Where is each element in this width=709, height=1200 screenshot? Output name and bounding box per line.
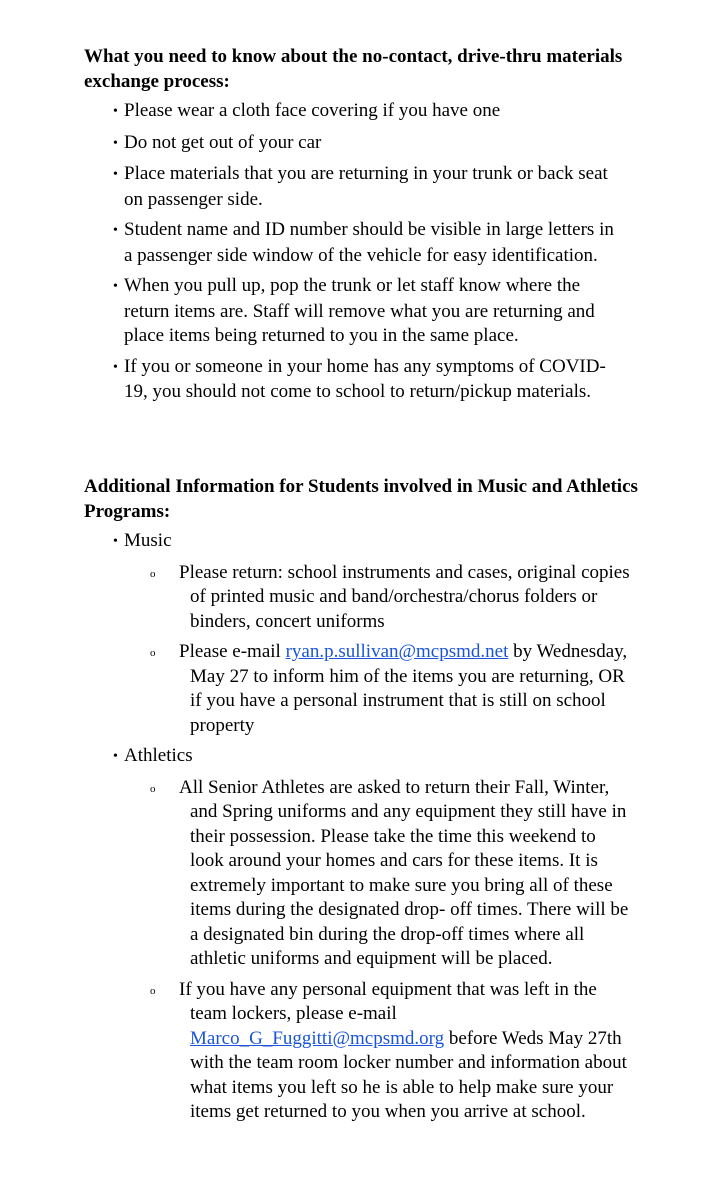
list-item-text: Student name and ID number should be visible in large letters in a passenger side window of the vehicle for easy identification. bbox=[124, 219, 614, 266]
bullet-icon: • bbox=[113, 223, 118, 238]
bullet-icon: • bbox=[113, 167, 118, 182]
exchange-process-heading: What you need to know about the no-contact, drive-thru materials exchange process: bbox=[84, 46, 623, 92]
bullet-icon: • bbox=[113, 104, 118, 119]
programs-list bbox=[0, 529, 709, 1131]
list-item bbox=[150, 640, 630, 738]
athletics-email-text bbox=[170, 978, 630, 1125]
list-item-text: Please wear a cloth face covering if you have one bbox=[124, 100, 501, 121]
circle-bullet-icon: o bbox=[150, 567, 156, 580]
bullet-icon: • bbox=[113, 749, 118, 764]
music-label: Music bbox=[124, 530, 172, 551]
music-return-text: Please return: school instruments and cases, original copies of printed music and band/orchestra/chorus folders or binders, concert uniforms bbox=[179, 561, 630, 632]
athletics-sublist bbox=[124, 776, 629, 1125]
bullet-icon: • bbox=[113, 359, 118, 375]
list-item bbox=[0, 99, 624, 125]
athletics-return-text: All Senior Athletes are asked to return their Fall, Winter, and Spring uniforms and any equipment they still have in their possession. Please take the time this weekend to look around your homes and cars for these items. It is extremely important to make sure you bring all of these items during the designated drop- off times. There will be a designated bin during the drop-off times where all athletic uniforms and equipment will be placed. bbox=[179, 776, 629, 969]
list-item bbox=[0, 131, 624, 157]
list-item-text: If you or someone in your home has any symptoms of COVID-19, you should not come to school to return/pickup materials. bbox=[124, 355, 606, 402]
list-item bbox=[150, 776, 630, 972]
athletics-email-link[interactable]: Marco_G_Fuggitti@mcpsmd.org bbox=[190, 1027, 445, 1049]
athletics-category bbox=[0, 744, 629, 1125]
bullet-icon: • bbox=[113, 135, 118, 151]
list-item bbox=[0, 162, 624, 212]
music-email-prefix: Please e-mail bbox=[179, 641, 286, 662]
music-sublist bbox=[124, 561, 630, 739]
list-item bbox=[150, 561, 630, 635]
athletics-email-prefix: If you have any personal equipment that was left in the team lockers, please e-mail bbox=[179, 978, 597, 1024]
list-item bbox=[0, 355, 624, 405]
circle-bullet-icon: o bbox=[150, 647, 156, 659]
list-item bbox=[0, 218, 624, 268]
bullet-icon: • bbox=[113, 279, 118, 294]
programs-heading: Additional Information for Students involved in Music and Athletics Programs: bbox=[84, 476, 638, 522]
music-category bbox=[0, 529, 630, 738]
exchange-process-list bbox=[0, 99, 709, 411]
list-item-text: Place materials that you are returning in your trunk or back seat on passenger side. bbox=[124, 163, 608, 210]
bullet-icon: • bbox=[113, 534, 118, 549]
list-item bbox=[150, 978, 630, 1125]
athletics-label: Athletics bbox=[124, 745, 193, 766]
circle-bullet-icon: o bbox=[150, 984, 156, 997]
music-email-suffix: by Wednesday, May 27 to inform him of the items you are returning, OR if you have a personal instrument that is still on school property bbox=[190, 641, 628, 736]
circle-bullet-icon: o bbox=[150, 782, 156, 795]
list-item-text: When you pull up, pop the trunk or let staff know where the return items are. Staff will remove what you are returning and place items being returned to you in the same place. bbox=[124, 275, 595, 346]
list-item bbox=[0, 274, 624, 349]
list-item-text: Do not get out of your car bbox=[124, 131, 322, 153]
music-email-text bbox=[170, 640, 630, 738]
music-email-link[interactable]: ryan.p.sullivan@mcpsmd.net bbox=[285, 641, 509, 662]
athletics-email-suffix: before Weds May 27th with the team room locker number and information about what items you left so he is able to help make sure your items get returned to you when you arrive at school. bbox=[190, 1027, 627, 1122]
